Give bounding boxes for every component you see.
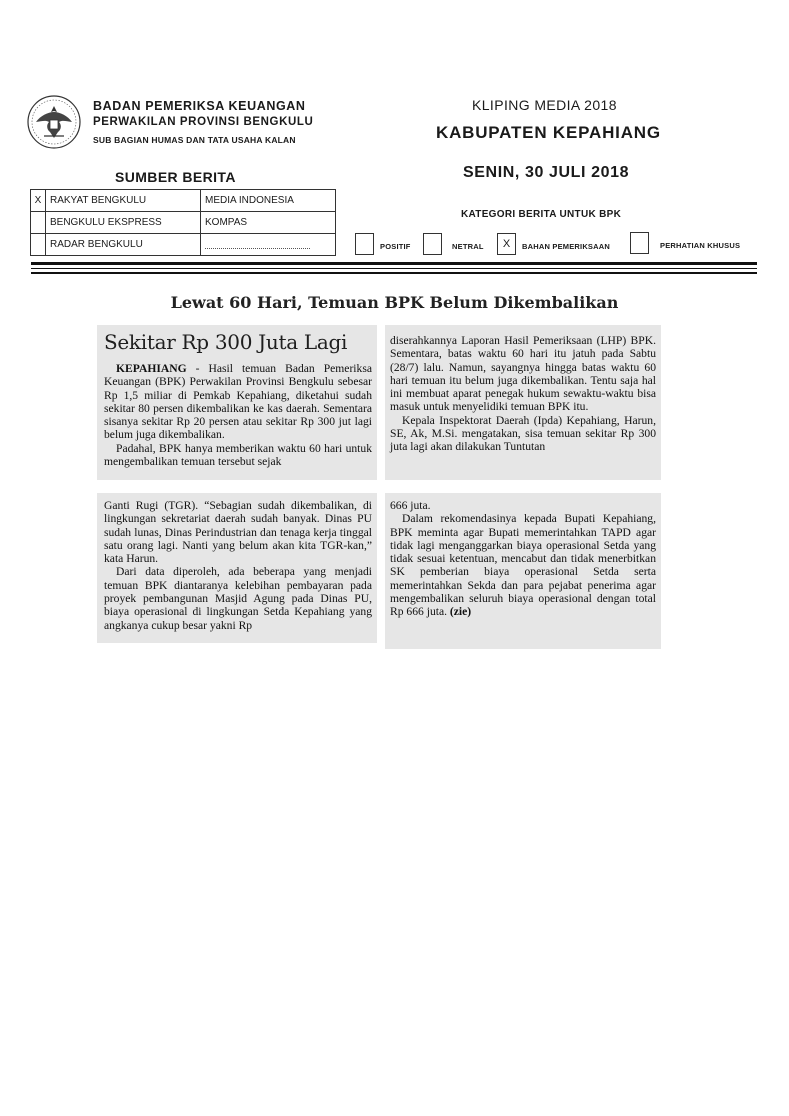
paragraph: Ganti Rugi (TGR). “Sebagian sudah dikembalikan, di lingkungan sekretariat daerah sudah banyak. Dinas PU sudah lunas, Dinas Perindustrian dan tenaga kerja tinggal satu orang lagi. Nanti yang belum akan kita TGR-kan,” kata Harun.: [104, 499, 372, 566]
paragraph: Dalam rekomendasinya kepada Bupati Kepahiang, BPK meminta agar Bupati memerintahkan TAPD agar tidak lagi menganggarkan biaya operasional Setda yang tidak sesuai ketentuan, mencabut dan tidak menerbitkan SK pemberian biaya operasional Setda serta memerintahkan Sekda dan para pejabat penerima agar mengembalikan seluruh biaya operasional dengan total Rp 666 juta.: [390, 512, 656, 619]
source-checkbox[interactable]: X: [31, 190, 46, 212]
article-dateline: KEPAHIANG: [116, 362, 187, 375]
paragraph: Kepala Inspektorat Daerah (Ipda) Kepahiang, Harun, SE, Ak, M.Si. mengatakan, sisa temuan sekitar Rp 300 juta lagi akan dilakukan Tuntutan: [390, 413, 656, 454]
source-other-field: [201, 234, 336, 256]
dotted-line: [205, 238, 310, 249]
table-row: [31, 190, 336, 212]
article-kicker: Lewat 60 Hari, Temuan BPK Belum Dikembalikan: [170, 293, 619, 312]
paragraph: Padahal, BPK hanya memberikan waktu 60 hari untuk mengembalikan temuan tersebut sejak: [104, 441, 372, 469]
bpk-garuda-logo-icon: [26, 92, 82, 150]
source-checkbox[interactable]: [31, 234, 46, 256]
category-label: PERHATIAN KHUSUS: [660, 241, 741, 250]
divider: [31, 262, 757, 265]
source-label: RADAR BENGKULU: [46, 234, 201, 256]
org-name-line2: PERWAKILAN PROVINSI BENGKULU: [93, 116, 314, 128]
article-column: [104, 499, 372, 632]
category-checkbox-perhatian-khusus[interactable]: [630, 232, 649, 254]
paragraph: 666 juta.: [390, 499, 431, 512]
source-label: MEDIA INDONESIA: [201, 190, 336, 212]
org-name-line3: SUB BAGIAN HUMAS DAN TATA USAHA KALAN: [93, 135, 296, 145]
category-label: BAHAN PEMERIKSAAN: [522, 242, 610, 251]
table-row: [31, 212, 336, 234]
category-checkbox-positif[interactable]: [355, 233, 374, 255]
author-signoff: (zie): [449, 605, 472, 619]
article-column: [390, 499, 656, 619]
source-label: RAKYAT BENGKULU: [46, 190, 201, 212]
category-label: POSITIF: [380, 242, 411, 251]
source-checkbox[interactable]: [31, 212, 46, 234]
category-checkbox-netral[interactable]: [423, 233, 442, 255]
paragraph: diserahkannya Laporan Hasil Pemeriksaan (LHP) BPK. Sementara, batas waktu 60 hari itu jatuh pada Sabtu (28/7) lalu. Namun, sayangnya hingga batas waktu 60 hari temuan itu belum juga dikembalikan. Tentu saja hal ini membuat aparat penegak hukum sewaktu-waktu bisa masuk untuk menyelidiki temuan BPK itu.: [390, 334, 656, 414]
kliping-title: KLIPING MEDIA 2018: [472, 97, 617, 113]
paragraph: - Hasil temuan Badan Pemeriksa Keuangan (BPK) Perwakilan Provinsi Bengkulu sebesar Rp 1,5 miliar di Pemkab Kepahiang, diketahui sudah sekitar 80 persen dikembalikan ke kas daerah. Sementara sisanya sekitar Rp 20 persen atau sekitar Rp 300 jut lagi belum juga dikembalikan.: [104, 362, 372, 442]
table-row: [31, 234, 336, 256]
category-checkbox-bahan-pemeriksaan[interactable]: X: [497, 233, 516, 255]
kategori-title: KATEGORI BERITA UNTUK BPK: [461, 209, 622, 220]
category-label: NETRAL: [452, 242, 484, 251]
sumber-berita-title: SUMBER BERITA: [115, 169, 236, 185]
source-label: KOMPAS: [201, 212, 336, 234]
divider: [31, 272, 757, 274]
article-column: [390, 334, 656, 454]
paragraph: Dari data diperoleh, ada beberapa yang menjadi temuan BPK diantaranya kelebihan pembayaran pada proyek pembangunan Masjid Agung pada Dinas PU, biaya operasional di lingkungan Setda Kepahiang yang angkanya cukup besar yakni Rp: [104, 565, 372, 632]
source-label: BENGKULU EKSPRESS: [46, 212, 201, 234]
kabupaten-title: KABUPATEN KEPAHIANG: [436, 123, 661, 142]
org-name-line1: BADAN PEMERIKSA KEUANGAN: [93, 99, 306, 113]
article-headline: Sekitar Rp 300 Juta Lagi: [104, 330, 348, 354]
publication-date: SENIN, 30 JULI 2018: [463, 164, 630, 181]
divider: [31, 268, 757, 269]
article-column: [104, 362, 372, 468]
sources-table: [30, 189, 336, 256]
